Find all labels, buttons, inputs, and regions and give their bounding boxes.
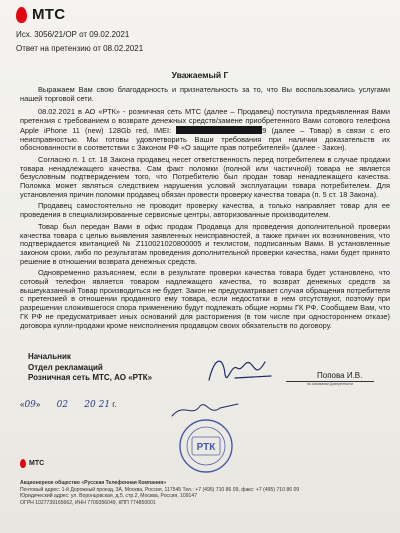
outgoing-ref: Исх. 3056/21/ОР от 09.02.2021: [16, 30, 130, 39]
paragraph-3: Согласно п. 1 ст. 18 Закона продавец несет ответственность перед потребителем в случае продажи товара ненадлежащего качества. Сам факт поломки (полной или частичной) товара не является безусловным подтверждением того, что Потребителю был продан товар ненадлежащего качества. Поломка может являться следствием нарушения условий эксплуатации товара потребителем. Для установления причин поломки продавец обязан провести проверку качества товара (п. 5 ст. 18 Закона).: [20, 154, 390, 199]
company-stamp-icon: [178, 418, 234, 474]
handwritten-signature-icon: [205, 350, 275, 392]
footer-company: Акционерное общество «Русская Телефонная Компания»: [20, 480, 167, 486]
mts-egg-small-icon: [20, 459, 26, 468]
date-month: 02: [56, 400, 69, 410]
paragraph-2-start: 08.02.2021 в АО «РТК» - розничная сеть МТС (далее – Продавец) поступила предъявленная Вами претензия с требованием о возврате денежных средств/замене приобретенного Вами сотового телефона Apple iPhone 11 (new) 128Gb red, IMEI:: [20, 107, 390, 135]
paragraph-4: Продавец самостоятельно не проводит проверку качества, а только направляет товар для ее проведения в специализированные сервисные центры, авторизованные производителем.: [20, 201, 390, 220]
mts-egg-icon: [16, 7, 27, 23]
logo-text: МТС: [32, 6, 66, 23]
footer: [20, 480, 390, 506]
reply-ref: Ответ на претензию от 08.02.2021: [16, 44, 144, 53]
footer-logo-text: МТС: [29, 460, 45, 467]
paragraph-5: Товар был передан Вами в офис продаж Продавца для проведения дополнительной проверки качества товара с целью выявления заявленных неисправностей, а также причин их возникновения, что подтверждается квитанцией № Z110021020800005 и техлистом, подписанным Вами. В установленные законом сроки, либо по результатам проведения дополнительной проверки качества, нами будет принято решение в отношении возврата денежных средств.: [20, 221, 390, 266]
footer-legal: Юридический адрес: ул. Воронцовская, д.5, стр.2, Москва, Россия, 109147: [20, 493, 198, 499]
sign-title-1: Начальник: [28, 352, 71, 361]
paragraph-2-end: 9 (далее – Товар) в связи с его неисправностью. Мы готовы удовлетворить Ваши требования при наличии доказательств их обоснованности в соответствии с Законом РФ «О защите прав потребителей» (далее - Закон).: [20, 125, 390, 153]
date-day: 09: [24, 400, 36, 410]
date-open-quote: «: [20, 400, 25, 409]
date-year: 20 21: [84, 400, 111, 410]
date-close-quote: »: [35, 400, 41, 409]
paragraph-1: Выражаем Вам свою благодарность и признательность за то, что Вы воспользовались услугами нашей торговой сети.: [20, 85, 390, 103]
greeting: Уважаемый Г: [171, 70, 229, 80]
footer-ids: ОГРН 1027739165662, ИНН 7709356049, КПП 774850001: [20, 499, 156, 506]
signer-name: Попова И.В.: [317, 371, 363, 380]
footer-postal: Почтовый адрес: 1-й Дорожный проезд, 3А, Москва, Россия, 117545 Тел.: +7 (495) 710 86 09, факс: +7 (495) 710 86 09: [20, 486, 300, 493]
mts-logo: [16, 6, 65, 23]
signer-caption: на основании Доверенности: [306, 382, 354, 386]
stamp-signature-icon: [170, 398, 240, 422]
date-line: [20, 400, 116, 410]
stamp-text: РТК: [196, 442, 216, 453]
letter-body: [20, 86, 390, 333]
signature-block: [28, 352, 152, 384]
sign-title-3: Розничная сеть МТС, АО «РТК»: [28, 373, 153, 382]
paragraph-2: [20, 108, 390, 153]
footer-logo: [20, 459, 44, 468]
date-suffix: г.: [112, 400, 117, 409]
redacted-imei: [176, 126, 262, 134]
paragraph-6: Одновременно разъясняем, если в результате проверки качества товара будет установлено, что сотовый телефон является товаром надлежащего качества, то возврат денежных средств за вышеуказанный Товар производиться не будет. Закон не предусматривает случая обращения потребителя с претензией в отношении проданного ему товара, если недостатки в нем отсутствуют, поэтому при разрешении сложившегося спора применению будут подлежать общие нормы ГК РФ. Сообщаем Вам, что ГК РФ не предусматривает иных оснований для расторжения (в том числе при одностороннем отказе) договора купли-продажи кроме неисполнения продавцом своих обязательств по договору.: [20, 268, 390, 330]
sign-title-2: Отдел рекламаций: [28, 362, 103, 372]
